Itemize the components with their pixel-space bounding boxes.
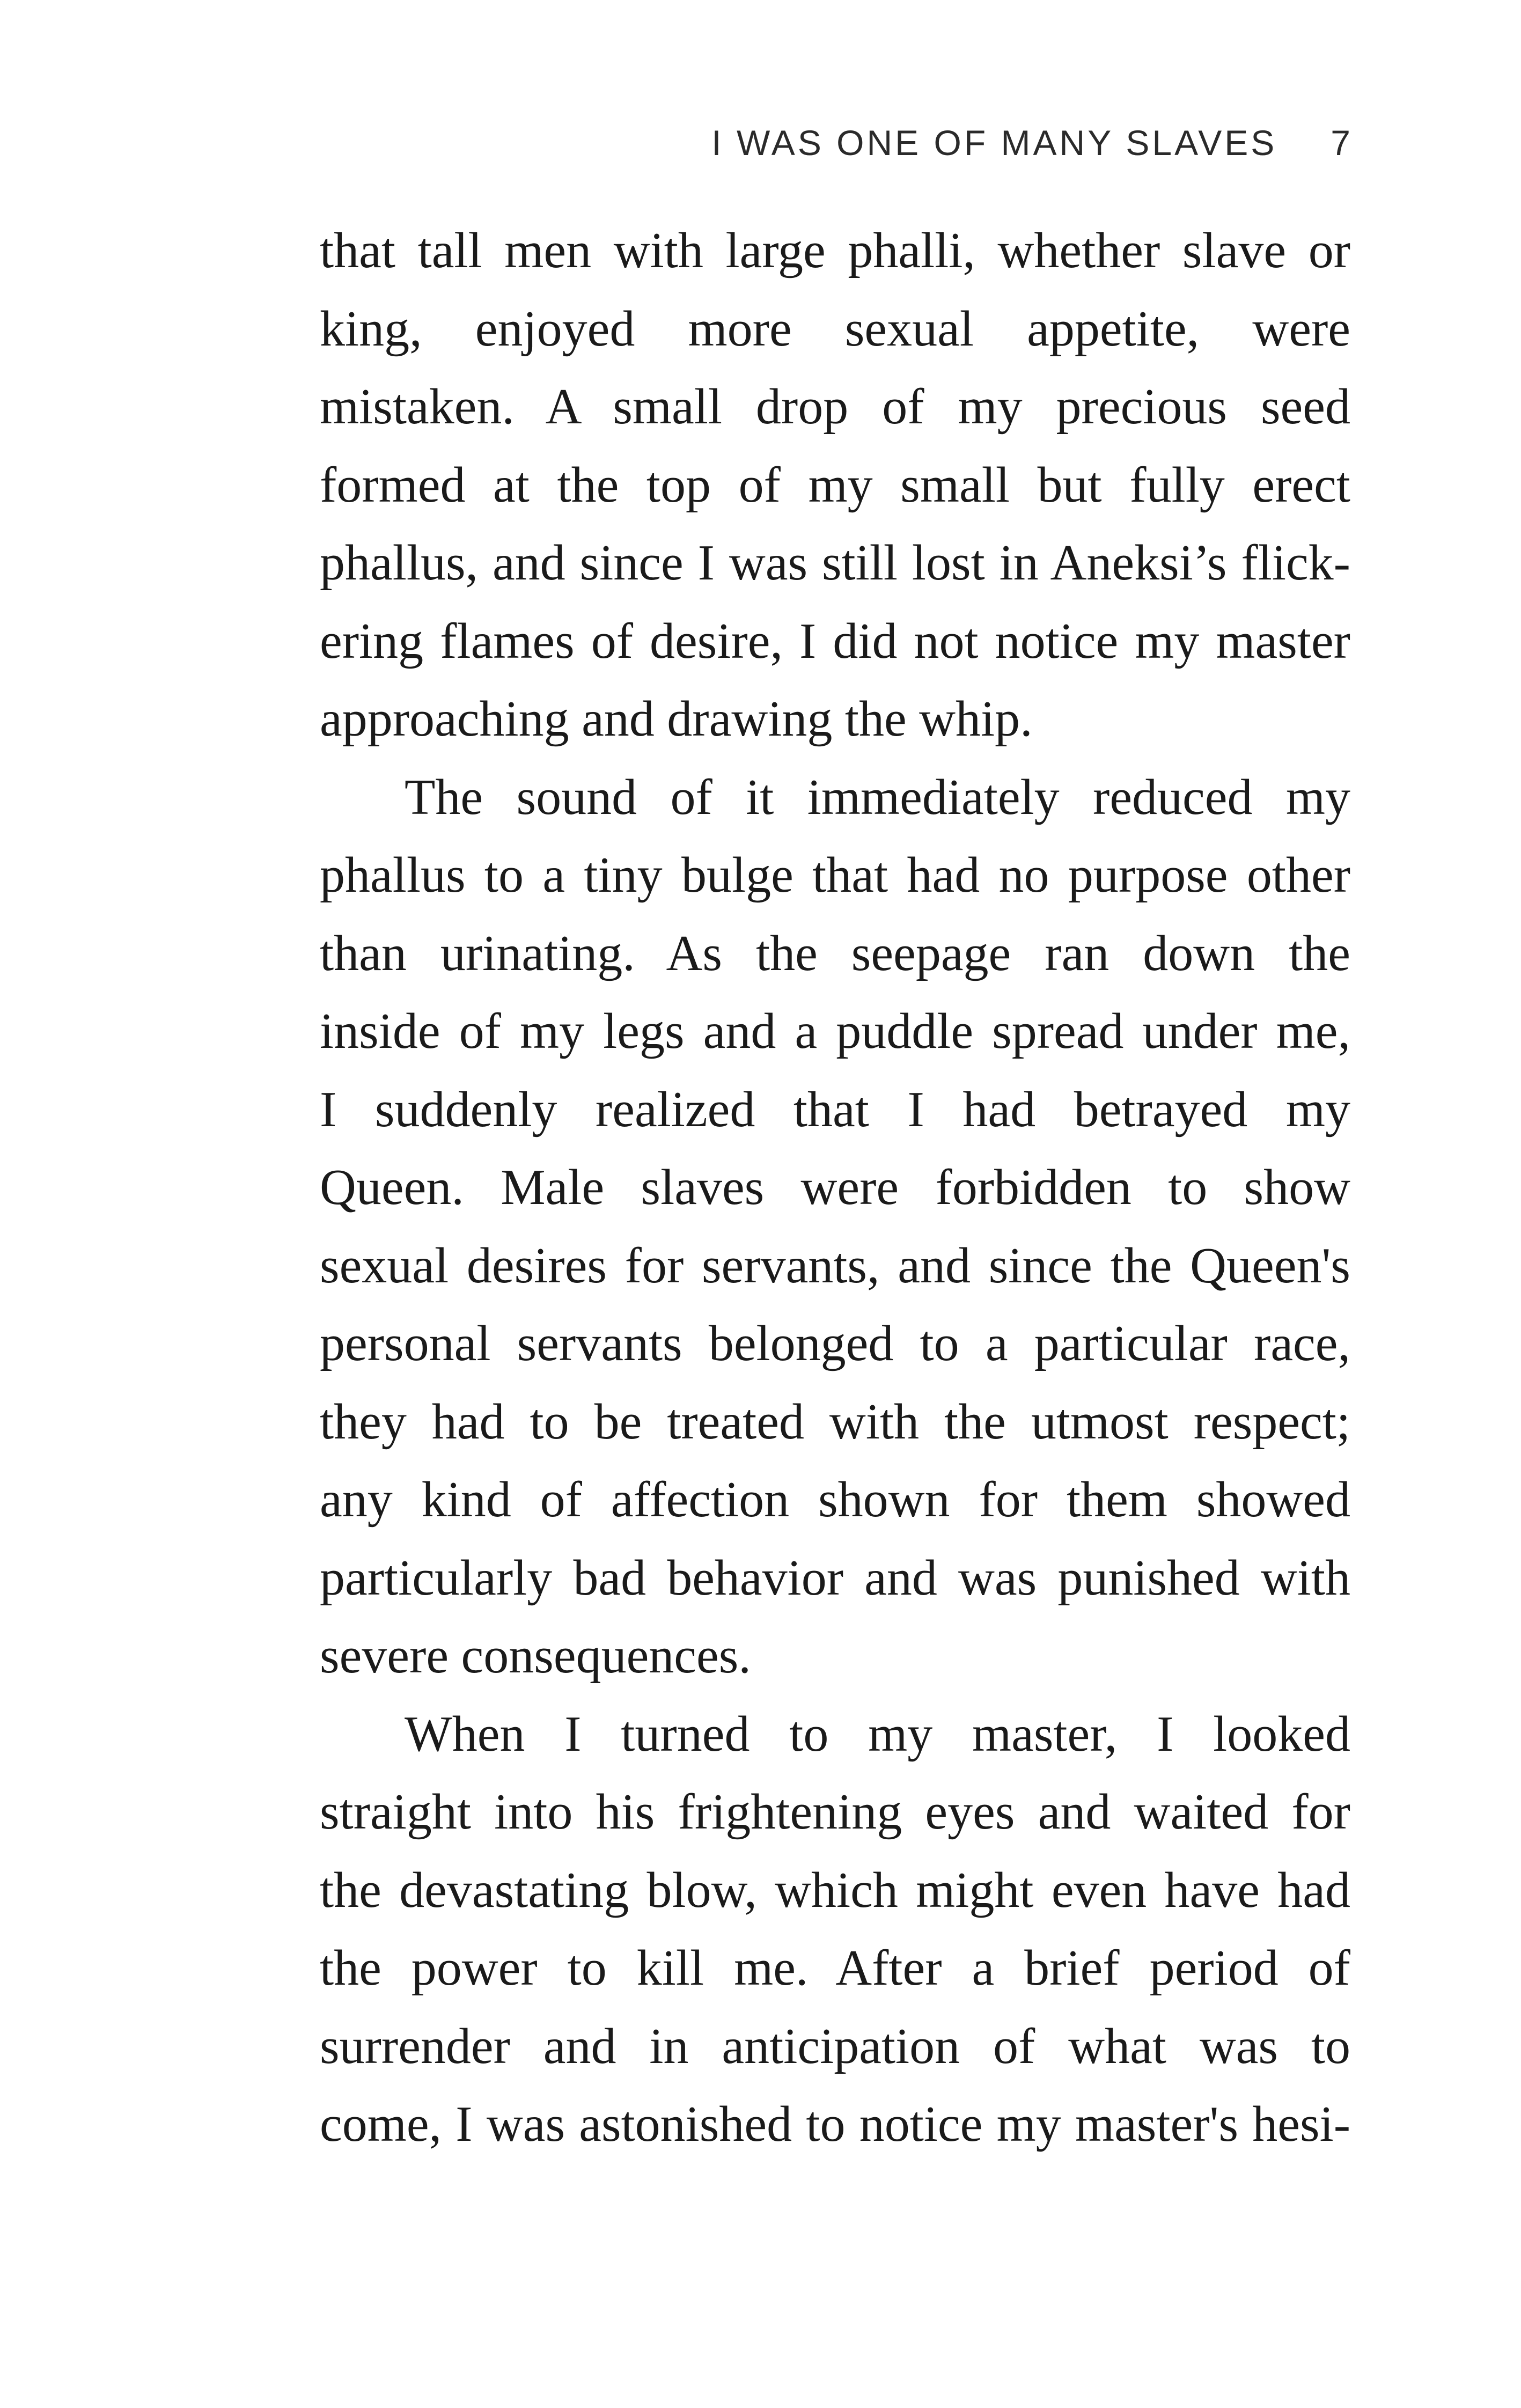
text-line: The sound of it immediately reduced my [405, 769, 1350, 825]
running-head [711, 122, 1350, 163]
text-line: mistaken. A small drop of my precious seed [320, 379, 1350, 435]
paragraph-3 [320, 1695, 1350, 2164]
text-line: I suddenly realized that I had betrayed my [320, 1081, 1350, 1137]
text-line: come, I was astonished to notice my master's hesi- [320, 2096, 1350, 2152]
text-line: particularly bad behavior and was punished with [320, 1550, 1350, 1606]
text-line: When I turned to my master, I looked [405, 1706, 1350, 1762]
text-line: the power to kill me. After a brief period of [320, 1940, 1350, 1996]
text-line: surrender and in anticipation of what was to [320, 2018, 1350, 2074]
text-line: phallus, and since I was still lost in Aneksi’s flick- [320, 535, 1350, 591]
text-line: severe consequences. [320, 1628, 751, 1684]
text-line: formed at the top of my small but fully erect [320, 457, 1350, 513]
text-line: phallus to a tiny bulge that had no purpose other [320, 847, 1350, 903]
text-line: that tall men with large phalli, whether slave or [320, 223, 1350, 278]
text-line: the devastating blow, which might even have had [320, 1862, 1350, 1918]
text-line: any kind of affection shown for them showed [320, 1472, 1350, 1528]
text-line: approaching and drawing the whip. [320, 691, 1033, 747]
chapter-title: I WAS ONE OF MANY SLAVES [711, 123, 1277, 163]
paragraph-2 [320, 759, 1350, 1695]
paragraph-1 [320, 212, 1350, 759]
text-line: king, enjoyed more sexual appetite, were [320, 300, 1350, 357]
text-line: personal servants belonged to a particular race, [320, 1316, 1350, 1371]
body-text [320, 212, 1350, 2164]
text-line: than urinating. As the seepage ran down the [320, 925, 1350, 981]
text-line: they had to be treated with the utmost respect; [320, 1393, 1350, 1450]
page-number: 7 [1331, 123, 1350, 163]
text-line: straight into his frightening eyes and waited for [320, 1784, 1350, 1840]
text-line: Queen. Male slaves were forbidden to show [320, 1159, 1350, 1215]
text-line: ering flames of desire, I did not notice my master [320, 613, 1350, 669]
text-line: inside of my legs and a puddle spread under me, [320, 1003, 1350, 1059]
text-line: sexual desires for servants, and since the Queen's [320, 1237, 1350, 1294]
